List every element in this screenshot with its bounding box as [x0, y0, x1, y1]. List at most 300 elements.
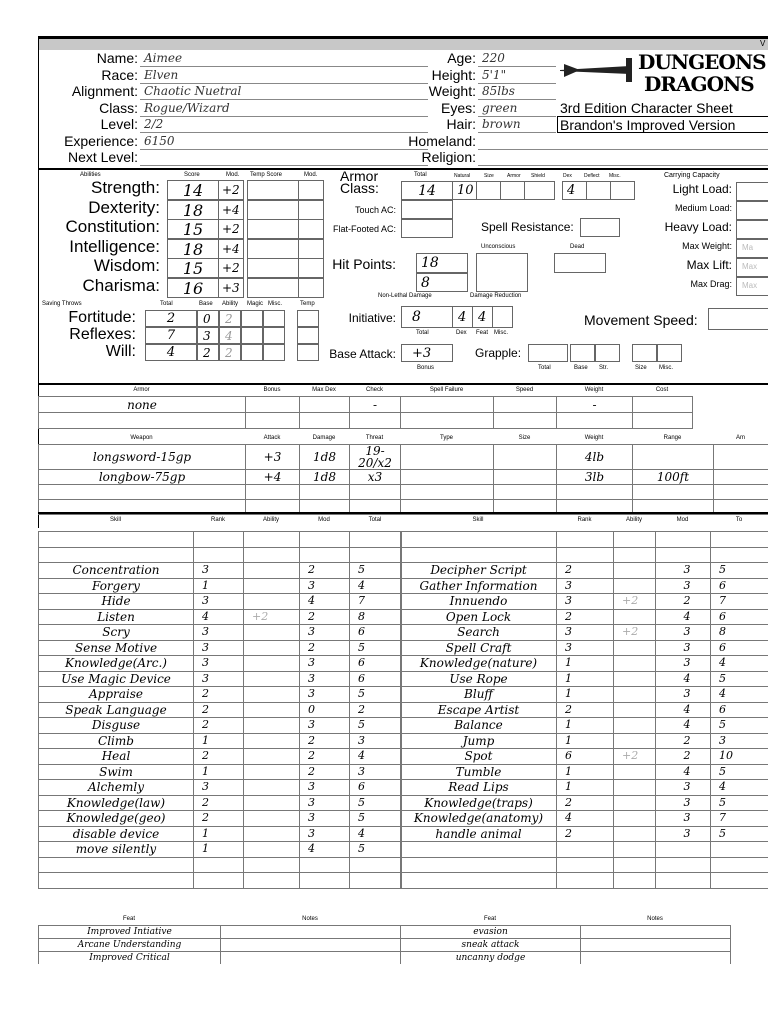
movement-speed-box[interactable]: [708, 308, 768, 330]
skill-row-cell[interactable]: 3: [300, 811, 350, 827]
skill-row-cell[interactable]: 2: [656, 594, 711, 610]
ability-mod-box[interactable]: +4: [218, 200, 244, 220]
skill-row-cell[interactable]: 4: [711, 656, 768, 672]
skill-row-cell[interactable]: 3: [656, 656, 711, 672]
skill-row-cell[interactable]: 3: [711, 733, 768, 749]
skill-row-cell[interactable]: 3: [656, 826, 711, 842]
dead-box[interactable]: [554, 253, 606, 273]
skill-row-cell[interactable]: +2: [614, 594, 656, 610]
skill-row-cell[interactable]: [614, 780, 656, 796]
skill-row-cell[interactable]: 3: [557, 594, 614, 610]
save-ability-box[interactable]: 4: [219, 327, 241, 344]
save-magic-box[interactable]: [241, 344, 263, 361]
save-base-box[interactable]: 3: [197, 327, 219, 344]
skill-row-cell[interactable]: handle animal: [401, 826, 557, 842]
ac-dex-box[interactable]: 4: [562, 181, 587, 200]
skill-row-cell[interactable]: 6: [711, 609, 768, 625]
skill-row-cell[interactable]: [39, 857, 194, 873]
touch-ac-box[interactable]: [401, 200, 453, 219]
skill-row-cell[interactable]: [557, 842, 614, 858]
ac-shield-box[interactable]: [524, 181, 555, 200]
skill-row-cell[interactable]: 3: [656, 563, 711, 579]
skill-row-cell[interactable]: Knowledge(Arc.): [39, 656, 194, 672]
ability-temp-score-box[interactable]: [247, 200, 299, 220]
skill-row-cell[interactable]: Appraise: [39, 687, 194, 703]
armor-row-cell[interactable]: [401, 397, 494, 413]
skill-row-cell[interactable]: Use Magic Device: [39, 671, 194, 687]
skill-row-cell[interactable]: 3: [194, 625, 244, 641]
skill-row-cell[interactable]: 1: [557, 718, 614, 734]
armor-row-cell[interactable]: [633, 413, 693, 429]
skill-row-cell[interactable]: [614, 842, 656, 858]
skill-row-cell[interactable]: [401, 873, 557, 889]
ac-size-box[interactable]: [476, 181, 501, 200]
weapon-row-cell[interactable]: [494, 485, 557, 500]
skill-row-cell[interactable]: 5: [350, 811, 402, 827]
ability-temp-mod-box[interactable]: [298, 239, 324, 259]
skill-row-cell[interactable]: 5: [350, 640, 402, 656]
skill-row-cell[interactable]: 6: [350, 671, 402, 687]
identity-value[interactable]: brown: [482, 117, 521, 131]
skill-row-cell[interactable]: [401, 857, 557, 873]
skill-row-cell[interactable]: 2: [194, 718, 244, 734]
skill-row-cell[interactable]: 3: [656, 578, 711, 594]
skill-row-cell[interactable]: Hide: [39, 594, 194, 610]
skill-row-cell[interactable]: [711, 857, 768, 873]
skill-row-cell[interactable]: [614, 671, 656, 687]
skill-row-cell[interactable]: 6: [350, 780, 402, 796]
ability-temp-score-box[interactable]: [247, 219, 299, 239]
skill-row-cell[interactable]: Jump: [401, 733, 557, 749]
ability-mod-box[interactable]: +2: [218, 258, 244, 278]
skill-row-cell[interactable]: 3: [300, 826, 350, 842]
skill-row-cell[interactable]: 2: [300, 733, 350, 749]
skill-row-cell[interactable]: Heal: [39, 749, 194, 765]
ability-temp-mod-box[interactable]: [298, 278, 324, 298]
skill-row-cell[interactable]: [244, 532, 300, 548]
skill-row-cell[interactable]: 2: [194, 749, 244, 765]
skill-row-cell[interactable]: Knowledge(nature): [401, 656, 557, 672]
weapon-row-cell[interactable]: 1d8: [300, 445, 350, 470]
skill-row-cell[interactable]: [656, 532, 711, 548]
carry-box[interactable]: [736, 182, 768, 201]
skill-row-cell[interactable]: [244, 749, 300, 765]
skill-row-cell[interactable]: [244, 733, 300, 749]
ability-temp-score-box[interactable]: [247, 278, 299, 298]
armor-row-cell[interactable]: [494, 397, 557, 413]
skill-row-cell[interactable]: 2: [656, 749, 711, 765]
skill-row-cell[interactable]: 4: [711, 780, 768, 796]
skill-row-cell[interactable]: 2: [557, 795, 614, 811]
weapon-row-cell[interactable]: [246, 485, 300, 500]
feat-row-cell[interactable]: Improved Intiative: [39, 926, 221, 939]
ability-score-box[interactable]: 18: [167, 239, 219, 259]
skill-row-cell[interactable]: 3: [300, 578, 350, 594]
weapon-row-cell[interactable]: [401, 445, 494, 470]
skill-row-cell[interactable]: Search: [401, 625, 557, 641]
identity-value[interactable]: 5'1": [482, 68, 507, 82]
armor-row-cell[interactable]: [494, 413, 557, 429]
init-misc-box[interactable]: [492, 306, 513, 328]
skill-row-cell[interactable]: Gather Information: [401, 578, 557, 594]
skill-row-cell[interactable]: 4: [350, 749, 402, 765]
skill-row-cell[interactable]: disable device: [39, 826, 194, 842]
ability-temp-mod-box[interactable]: [298, 200, 324, 220]
feat-row-cell[interactable]: sneak attack: [401, 939, 581, 952]
skill-row-cell[interactable]: [194, 532, 244, 548]
skill-row-cell[interactable]: Balance: [401, 718, 557, 734]
skill-row-cell[interactable]: [244, 625, 300, 641]
skill-row-cell[interactable]: 4: [300, 842, 350, 858]
skill-row-cell[interactable]: [656, 842, 711, 858]
skill-row-cell[interactable]: [300, 547, 350, 563]
weapon-row-cell[interactable]: [633, 485, 714, 500]
weapon-row-cell[interactable]: x3: [350, 470, 401, 485]
skill-row-cell[interactable]: Spot: [401, 749, 557, 765]
skill-row-cell[interactable]: [656, 857, 711, 873]
skill-row-cell[interactable]: [614, 578, 656, 594]
skill-row-cell[interactable]: +2: [614, 625, 656, 641]
skill-row-cell[interactable]: 3: [194, 640, 244, 656]
skill-row-cell[interactable]: [614, 609, 656, 625]
unconscious-box[interactable]: [476, 253, 528, 292]
skill-row-cell[interactable]: [244, 702, 300, 718]
ac-deflect-box[interactable]: [586, 181, 611, 200]
skill-row-cell[interactable]: 3: [194, 594, 244, 610]
base-attack-box[interactable]: +3: [401, 344, 453, 362]
armor-row-cell[interactable]: -: [350, 397, 401, 413]
skill-row-cell[interactable]: 3: [656, 811, 711, 827]
skill-row-cell[interactable]: Innuendo: [401, 594, 557, 610]
armor-row-cell[interactable]: [401, 413, 494, 429]
ac-armor-box[interactable]: [500, 181, 525, 200]
ability-mod-box[interactable]: +2: [218, 219, 244, 239]
skill-row-cell[interactable]: 2: [300, 764, 350, 780]
skill-row-cell[interactable]: 3: [194, 656, 244, 672]
skill-row-cell[interactable]: Use Rope: [401, 671, 557, 687]
weapon-row-cell[interactable]: 4lb: [557, 445, 633, 470]
skill-row-cell[interactable]: [350, 857, 402, 873]
weapon-row-cell[interactable]: [350, 485, 401, 500]
skill-row-cell[interactable]: 5: [350, 718, 402, 734]
skill-row-cell[interactable]: [557, 547, 614, 563]
carry-box[interactable]: [736, 220, 768, 239]
skill-row-cell[interactable]: 3: [300, 656, 350, 672]
skill-row-cell[interactable]: Read Lips: [401, 780, 557, 796]
skill-row-cell[interactable]: Bluff: [401, 687, 557, 703]
weapon-row-cell[interactable]: +4: [246, 470, 300, 485]
save-base-box[interactable]: 0: [197, 310, 219, 327]
skill-row-cell[interactable]: 0: [300, 702, 350, 718]
skill-row-cell[interactable]: 2: [656, 733, 711, 749]
grapple-size-box[interactable]: [632, 344, 657, 362]
skill-row-cell[interactable]: 3: [557, 578, 614, 594]
skill-row-cell[interactable]: 7: [711, 811, 768, 827]
weapon-row-cell[interactable]: longsword-15gp: [39, 445, 246, 470]
skill-row-cell[interactable]: 2: [557, 563, 614, 579]
skill-row-cell[interactable]: [614, 547, 656, 563]
skill-row-cell[interactable]: [244, 718, 300, 734]
save-magic-box[interactable]: [241, 310, 263, 327]
skill-row-cell[interactable]: 6: [350, 625, 402, 641]
ability-mod-box[interactable]: +4: [218, 239, 244, 259]
save-misc-box[interactable]: [263, 344, 285, 361]
skill-row-cell[interactable]: [614, 811, 656, 827]
skill-row-cell[interactable]: 6: [350, 656, 402, 672]
armor-row-cell[interactable]: [300, 413, 350, 429]
skill-row-cell[interactable]: [244, 640, 300, 656]
skill-row-cell[interactable]: Swim: [39, 764, 194, 780]
skill-row-cell[interactable]: [711, 532, 768, 548]
weapon-row-cell[interactable]: [494, 445, 557, 470]
skill-row-cell[interactable]: 6: [711, 702, 768, 718]
weapon-row-cell[interactable]: [401, 485, 494, 500]
skill-row-cell[interactable]: 2: [194, 702, 244, 718]
skill-row-cell[interactable]: Alchemly: [39, 780, 194, 796]
skill-row-cell[interactable]: [350, 547, 402, 563]
identity-value[interactable]: green: [482, 101, 518, 115]
identity-value[interactable]: 6150: [144, 134, 175, 148]
identity-value[interactable]: Rogue/Wizard: [144, 101, 230, 115]
identity-value[interactable]: Aimee: [144, 51, 183, 65]
ac-total-box[interactable]: 14: [401, 181, 453, 200]
armor-row-cell[interactable]: [246, 413, 300, 429]
weapon-row-cell[interactable]: [714, 485, 768, 500]
weapon-row-cell[interactable]: [300, 485, 350, 500]
skill-row-cell[interactable]: [614, 687, 656, 703]
skill-row-cell[interactable]: [614, 640, 656, 656]
feat-row-cell[interactable]: [221, 939, 401, 952]
skill-row-cell[interactable]: [614, 532, 656, 548]
skill-row-cell[interactable]: 3: [194, 671, 244, 687]
save-temp-box[interactable]: [297, 327, 319, 344]
weapon-row-cell[interactable]: [633, 445, 714, 470]
feat-row-cell[interactable]: [581, 952, 731, 965]
skill-row-cell[interactable]: 3: [656, 625, 711, 641]
skill-row-cell[interactable]: [300, 857, 350, 873]
skill-row-cell[interactable]: 4: [656, 671, 711, 687]
skill-row-cell[interactable]: [614, 718, 656, 734]
skill-row-cell[interactable]: Knowledge(law): [39, 795, 194, 811]
skill-row-cell[interactable]: 5: [350, 563, 402, 579]
skill-row-cell[interactable]: Knowledge(traps): [401, 795, 557, 811]
feat-row-cell[interactable]: evasion: [401, 926, 581, 939]
skill-row-cell[interactable]: 3: [300, 625, 350, 641]
save-temp-box[interactable]: [297, 344, 319, 361]
skill-row-cell[interactable]: [401, 532, 557, 548]
skill-row-cell[interactable]: 2: [557, 609, 614, 625]
weapon-row-cell[interactable]: [39, 485, 246, 500]
skill-row-cell[interactable]: 4: [656, 702, 711, 718]
init-dex-box[interactable]: 4: [452, 306, 473, 328]
skill-row-cell[interactable]: [614, 656, 656, 672]
skill-row-cell[interactable]: 4: [300, 594, 350, 610]
hp-max-box[interactable]: 18: [416, 253, 468, 273]
skill-row-cell[interactable]: [557, 873, 614, 889]
skill-row-cell[interactable]: 5: [350, 795, 402, 811]
save-misc-box[interactable]: [263, 310, 285, 327]
weapon-row-cell[interactable]: [494, 470, 557, 485]
skill-row-cell[interactable]: [244, 826, 300, 842]
save-ability-box[interactable]: 2: [219, 310, 241, 327]
skill-row-cell[interactable]: 3: [194, 780, 244, 796]
skill-row-cell[interactable]: Knowledge(geo): [39, 811, 194, 827]
skill-row-cell[interactable]: 3: [300, 671, 350, 687]
carry-box[interactable]: [736, 201, 768, 220]
save-total-box[interactable]: 2: [145, 310, 197, 327]
skill-row-cell[interactable]: 7: [711, 594, 768, 610]
skill-row-cell[interactable]: [614, 733, 656, 749]
skill-row-cell[interactable]: 3: [557, 640, 614, 656]
save-magic-box[interactable]: [241, 327, 263, 344]
weapon-row-cell[interactable]: +3: [246, 445, 300, 470]
skill-row-cell[interactable]: Spell Craft: [401, 640, 557, 656]
flat-footed-box[interactable]: [401, 219, 453, 238]
skill-row-cell[interactable]: 10: [711, 749, 768, 765]
skill-row-cell[interactable]: 3: [656, 640, 711, 656]
skill-row-cell[interactable]: [300, 873, 350, 889]
skill-row-cell[interactable]: [614, 764, 656, 780]
skill-row-cell[interactable]: [244, 547, 300, 563]
skill-row-cell[interactable]: 2: [300, 609, 350, 625]
skill-row-cell[interactable]: [401, 547, 557, 563]
skill-row-cell[interactable]: 3: [656, 687, 711, 703]
skill-row-cell[interactable]: 1: [194, 842, 244, 858]
identity-value[interactable]: Elven: [144, 68, 179, 82]
skill-row-cell[interactable]: 5: [711, 764, 768, 780]
skill-row-cell[interactable]: [711, 873, 768, 889]
skill-row-cell[interactable]: [39, 873, 194, 889]
skill-row-cell[interactable]: 7: [350, 594, 402, 610]
skill-row-cell[interactable]: Tumble: [401, 764, 557, 780]
skill-row-cell[interactable]: 4: [656, 609, 711, 625]
skill-row-cell[interactable]: 3: [656, 780, 711, 796]
skill-row-cell[interactable]: 1: [194, 764, 244, 780]
weapon-row-cell[interactable]: 1d8: [300, 470, 350, 485]
skill-row-cell[interactable]: Scry: [39, 625, 194, 641]
skill-row-cell[interactable]: 5: [711, 563, 768, 579]
skill-row-cell[interactable]: [614, 702, 656, 718]
ability-temp-score-box[interactable]: [247, 258, 299, 278]
skill-row-cell[interactable]: [194, 873, 244, 889]
skill-row-cell[interactable]: [350, 532, 402, 548]
skill-row-cell[interactable]: 5: [350, 687, 402, 703]
ability-temp-score-box[interactable]: [247, 180, 299, 200]
skill-row-cell[interactable]: [194, 547, 244, 563]
skill-row-cell[interactable]: Speak Language: [39, 702, 194, 718]
skill-row-cell[interactable]: 3: [194, 563, 244, 579]
skill-row-cell[interactable]: [244, 842, 300, 858]
weapon-row-cell[interactable]: 100ft: [633, 470, 714, 485]
ability-score-box[interactable]: 15: [167, 258, 219, 278]
skill-row-cell[interactable]: 2: [557, 826, 614, 842]
identity-value[interactable]: 2/2: [144, 117, 164, 131]
skill-row-cell[interactable]: 3: [350, 733, 402, 749]
feat-row-cell[interactable]: [581, 926, 731, 939]
skill-row-cell[interactable]: 2: [194, 811, 244, 827]
feat-row-cell[interactable]: [221, 926, 401, 939]
skill-row-cell[interactable]: [244, 687, 300, 703]
identity-value[interactable]: Chaotic Nuetral: [144, 84, 242, 98]
skill-row-cell[interactable]: 6: [711, 640, 768, 656]
skill-row-cell[interactable]: 1: [194, 826, 244, 842]
skill-row-cell[interactable]: [350, 873, 402, 889]
ac-misc-box[interactable]: [610, 181, 635, 200]
skill-row-cell[interactable]: [244, 764, 300, 780]
skill-row-cell[interactable]: 2: [300, 640, 350, 656]
skill-row-cell[interactable]: Knowledge(anatomy): [401, 811, 557, 827]
skill-row-cell[interactable]: 1: [557, 687, 614, 703]
skill-row-cell[interactable]: [39, 532, 194, 548]
skill-row-cell[interactable]: 1: [194, 578, 244, 594]
skill-row-cell[interactable]: [39, 547, 194, 563]
skill-row-cell[interactable]: 5: [350, 842, 402, 858]
ability-temp-mod-box[interactable]: [298, 219, 324, 239]
grapple-misc-box[interactable]: [657, 344, 682, 362]
skill-row-cell[interactable]: [300, 532, 350, 548]
skill-row-cell[interactable]: [614, 873, 656, 889]
skill-row-cell[interactable]: 2: [350, 702, 402, 718]
ability-score-box[interactable]: 16: [167, 278, 219, 298]
weapon-row-cell[interactable]: 3lb: [557, 470, 633, 485]
armor-row-cell[interactable]: none: [39, 397, 246, 413]
armor-row-cell[interactable]: [557, 413, 633, 429]
weapon-row-cell[interactable]: longbow-75gp: [39, 470, 246, 485]
skill-row-cell[interactable]: 3: [557, 625, 614, 641]
skill-row-cell[interactable]: [244, 811, 300, 827]
skill-row-cell[interactable]: [557, 532, 614, 548]
armor-row-cell[interactable]: -: [557, 397, 633, 413]
skill-row-cell[interactable]: 1: [557, 764, 614, 780]
skill-row-cell[interactable]: 1: [557, 780, 614, 796]
grapple-total-box[interactable]: [528, 344, 568, 362]
skill-row-cell[interactable]: 3: [300, 780, 350, 796]
skill-row-cell[interactable]: 6: [711, 578, 768, 594]
weapon-row-cell[interactable]: 19-20/x2: [350, 445, 401, 470]
skill-row-cell[interactable]: 2: [300, 563, 350, 579]
ac-natural-box[interactable]: 10: [452, 181, 477, 200]
skill-row-cell[interactable]: [244, 563, 300, 579]
ability-temp-score-box[interactable]: [247, 239, 299, 259]
skill-row-cell[interactable]: 4: [656, 718, 711, 734]
ability-score-box[interactable]: 15: [167, 219, 219, 239]
skill-row-cell[interactable]: 4: [350, 578, 402, 594]
skill-row-cell[interactable]: Escape Artist: [401, 702, 557, 718]
skill-row-cell[interactable]: 4: [557, 811, 614, 827]
spell-resistance-box[interactable]: [580, 218, 620, 237]
skill-row-cell[interactable]: Disguse: [39, 718, 194, 734]
skill-row-cell[interactable]: Sense Motive: [39, 640, 194, 656]
ability-temp-mod-box[interactable]: [298, 180, 324, 200]
skill-row-cell[interactable]: Listen: [39, 609, 194, 625]
ability-mod-box[interactable]: +3: [218, 278, 244, 298]
skill-row-cell[interactable]: 4: [194, 609, 244, 625]
skill-row-cell[interactable]: [656, 873, 711, 889]
save-misc-box[interactable]: [263, 327, 285, 344]
skill-row-cell[interactable]: 8: [711, 625, 768, 641]
skill-row-cell[interactable]: [711, 547, 768, 563]
save-temp-box[interactable]: [297, 310, 319, 327]
skill-row-cell[interactable]: [614, 795, 656, 811]
identity-value[interactable]: 220: [482, 51, 505, 65]
skill-row-cell[interactable]: [244, 671, 300, 687]
skill-row-cell[interactable]: 5: [711, 671, 768, 687]
skill-row-cell[interactable]: [244, 578, 300, 594]
feat-row-cell[interactable]: Arcane Understanding: [39, 939, 221, 952]
skill-row-cell[interactable]: [194, 857, 244, 873]
skill-row-cell[interactable]: [656, 547, 711, 563]
skill-row-cell[interactable]: [244, 795, 300, 811]
